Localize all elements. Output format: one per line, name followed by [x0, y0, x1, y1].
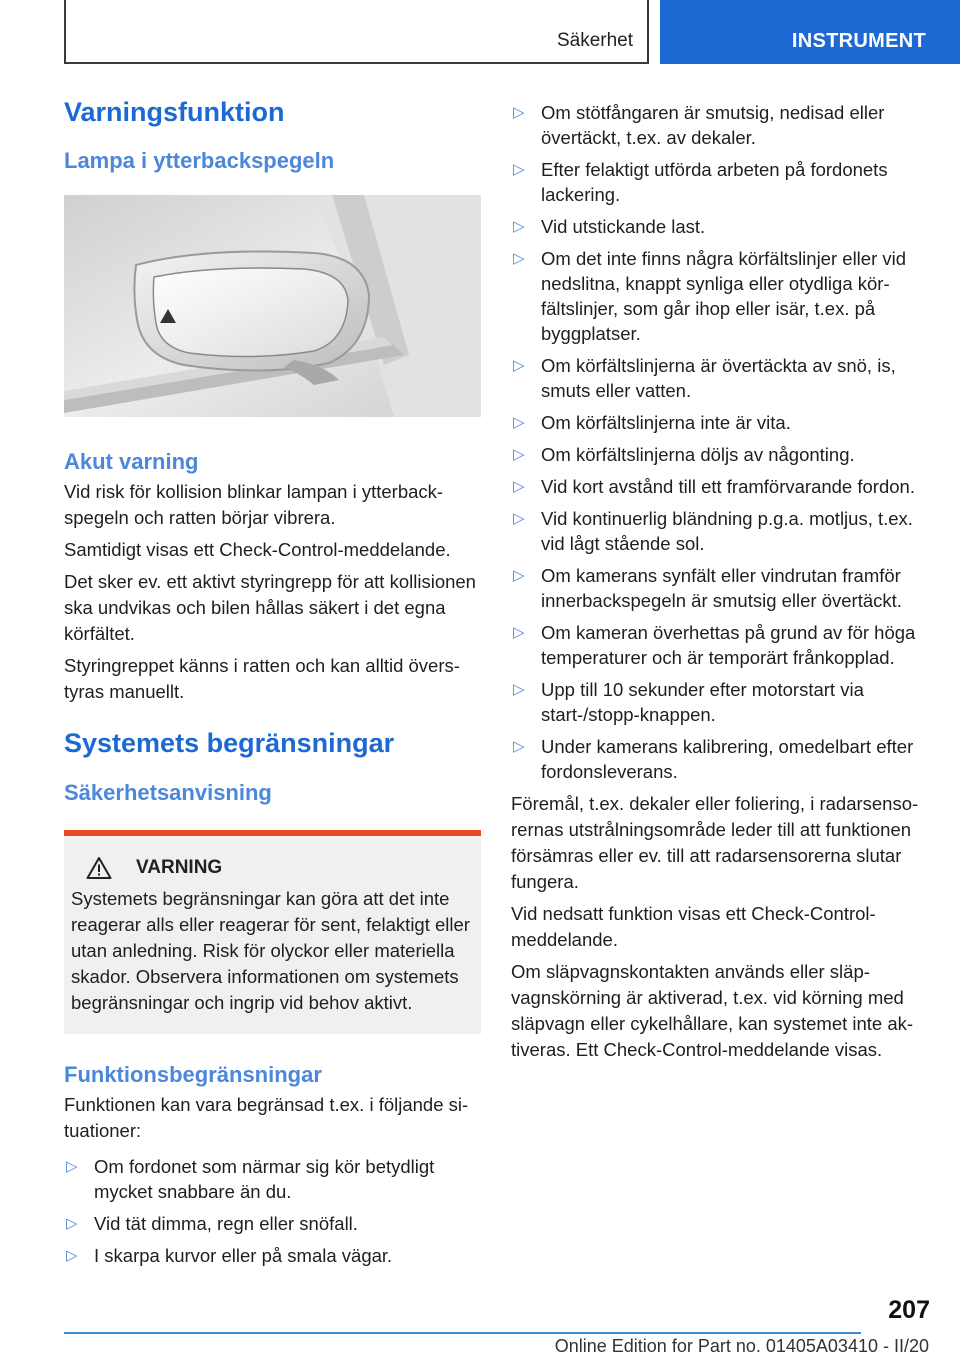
bullet-triangle-icon: ▷: [513, 681, 525, 698]
bullet-triangle-icon: ▷: [513, 738, 525, 755]
warning-triangle-icon: [86, 856, 112, 880]
bullet-triangle-icon: ▷: [513, 624, 525, 641]
function-limits-intro: Funktionen kan vara begränsad t.ex. i följande situationer:: [64, 1094, 469, 1142]
warning-text: Systemets begränsningar kan göra att det inte reagerar alls eller reagerar för sent, felaktigt eller utan anledning. Risk för olyckor eller materiella skador. Observera informationen om systemets begränsningar och ingrip vid behov aktivt.: [71, 887, 470, 1013]
right-column: [511, 100, 929, 1069]
list-item: ▷ Vid kort avstånd till ett framförvarande fordon.: [513, 476, 915, 497]
warning-box: [64, 830, 481, 1034]
acute-paragraph: Det sker ev. ett aktivt styringrepp för att kollisionen ska undvikas och bilen hållas säkert i det egna körfältet.: [64, 571, 476, 645]
list-item: ▷ Efter felaktigt utförda arbeten på fordonets lackering.: [513, 159, 888, 205]
section-tab-label: Säkerhet: [556, 30, 633, 51]
limitations-list: [511, 100, 929, 784]
bullet-triangle-icon: ▷: [513, 357, 525, 374]
header-chapter-tab[interactable]: [660, 0, 960, 64]
list-item: ▷ Om fordonet som närmar sig kör betydligt mycket snabbare än du.: [66, 1156, 435, 1203]
footer-divider: [64, 1332, 861, 1334]
check-control-paragraph: Vid nedsatt funktion visas ett Check-Control-meddelande.: [511, 903, 876, 950]
bullet-triangle-icon: ▷: [66, 1215, 78, 1233]
list-item: ▷ Vid utstickande last.: [513, 216, 706, 237]
bullet-triangle-icon: ▷: [513, 446, 525, 463]
bullet-triangle-icon: ▷: [513, 161, 525, 178]
acute-paragraph: Vid risk för kollision blinkar lampan i ytterbackspegeln och ratten börjar vibrera.: [64, 481, 444, 529]
edition-footer: Online Edition for Part no. 01405A03410 - II/20: [554, 1336, 929, 1356]
page-number: 207: [888, 1296, 930, 1324]
section-title: Varningsfunktion: [64, 97, 285, 127]
list-item: ▷ Om det inte finns några körfältslinjer eller vid nedslitna, knappt synliga eller otydliga körfältslinjer, som går ihop eller isär, t.ex. på byggplatser.: [513, 248, 907, 344]
bullet-triangle-icon: ▷: [513, 104, 525, 121]
bullet-triangle-icon: ▷: [66, 1247, 78, 1265]
bullet-triangle-icon: ▷: [513, 414, 525, 431]
warning-header: [71, 856, 471, 880]
bullet-triangle-icon: ▷: [513, 567, 525, 584]
mirror-drawing: [64, 195, 481, 417]
trailer-paragraph: Om släpvagnskontakten används eller släpvagnskörning är aktiverad, t.ex. vid körning med släpvagn eller cykelhållare, kan systemet inte aktiveras. Ett Check-Control-meddelande visas.: [511, 961, 914, 1060]
safety-heading: Säkerhetsanvisning: [64, 779, 272, 805]
left-column: [64, 96, 481, 1275]
bullet-triangle-icon: ▷: [513, 478, 525, 495]
list-item: ▷ Om stötfångaren är smutsig, nedisad eller övertäckt, t.ex. av dekaler.: [513, 102, 885, 148]
list-item: ▷ I skarpa kurvor eller på smala vägar.: [66, 1245, 393, 1267]
bullet-triangle-icon: ▷: [513, 218, 525, 235]
list-item: ▷ Vid tät dimma, regn eller snöfall.: [66, 1213, 358, 1235]
limits-title: Systemets begränsningar: [64, 728, 395, 759]
list-item: ▷ Om körfältslinjerna är övertäckta av snö, is, smuts eller vatten.: [513, 355, 896, 401]
warning-label: VARNING: [136, 856, 223, 878]
list-item: ▷ Om kameran överhettas på grund av för höga temperaturer och är temporärt frånkopplad.: [513, 622, 916, 668]
function-limits-list: [64, 1154, 481, 1268]
list-item: ▷ Upp till 10 sekunder efter motorstart via start-/stopp-knappen.: [513, 679, 864, 725]
bullet-triangle-icon: ▷: [513, 510, 525, 527]
acute-paragraph: Styringreppet känns i ratten och kan alltid överstyras manuellt.: [64, 655, 460, 703]
mirror-lamp-heading: Lampa i ytterbackspegeln: [64, 148, 335, 174]
radar-paragraph: Föremål, t.ex. dekaler eller foliering, i radarsensorernas utstrålningsområde leder till att funktionen försämras eller ev. till att radarsensorerna slutar fungera.: [511, 793, 919, 892]
acute-paragraph: Samtidigt visas ett Check-Control-meddelande.: [64, 539, 451, 561]
list-item: ▷ Vid kontinuerlig bländning p.g.a. motljus, t.ex. vid lågt stående sol.: [513, 508, 913, 554]
chapter-tab-label: INSTRUMENT: [791, 30, 926, 52]
list-item: ▷ Om kamerans synfält eller vindrutan framför innerbackspegeln är smutsig eller övertäckt.: [513, 565, 902, 611]
list-item: ▷ Om körfältslinjerna döljs av någonting.: [513, 444, 855, 465]
bullet-triangle-icon: ▷: [66, 1158, 78, 1176]
side-mirror-illustration: [64, 195, 481, 417]
header-section-tab[interactable]: [64, 0, 649, 64]
function-limits-heading: Funktionsbegränsningar: [64, 1061, 322, 1087]
list-item: ▷ Om körfältslinjerna inte är vita.: [513, 412, 791, 433]
list-item: ▷ Under kamerans kalibrering, omedelbart efter fordonsleverans.: [513, 736, 914, 782]
acute-warning-heading: Akut varning: [64, 448, 199, 474]
bullet-triangle-icon: ▷: [513, 250, 525, 267]
